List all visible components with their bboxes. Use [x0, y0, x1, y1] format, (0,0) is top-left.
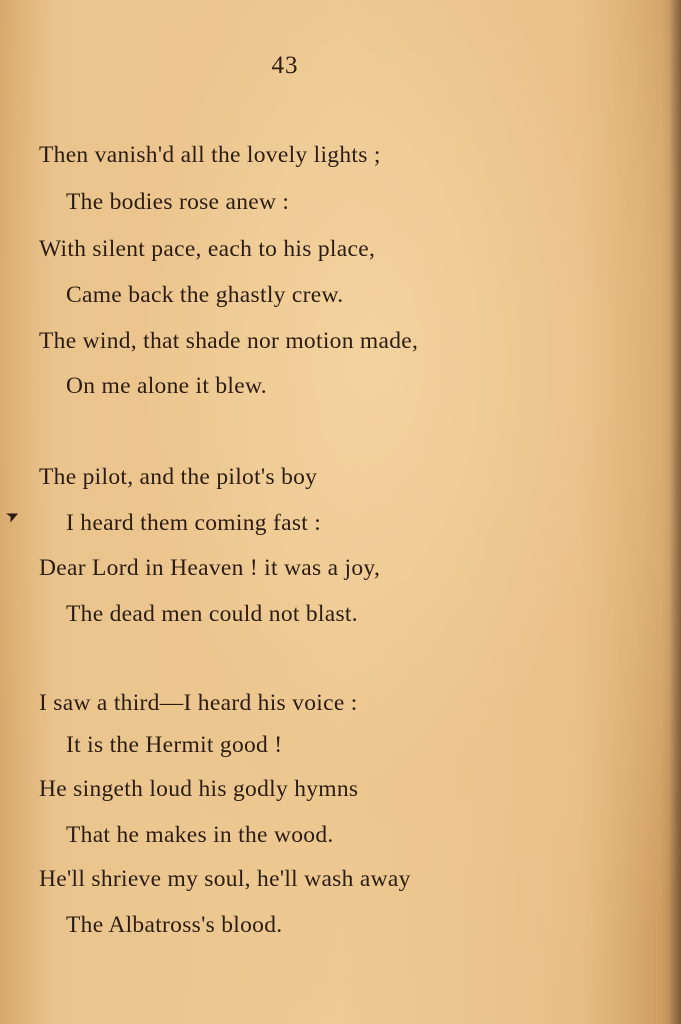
poem-line: The dead men could not blast. [66, 601, 358, 627]
poem-line: Dear Lord in Heaven ! it was a joy, [39, 555, 381, 581]
poem-line: He singeth loud his godly hymns [39, 776, 359, 802]
page-number: 43 [271, 52, 299, 79]
poem-line: On me alone it blew. [66, 373, 267, 399]
poem-line: The pilot, and the pilot's boy [39, 464, 318, 490]
poem-line: He'll shrieve my soul, he'll wash away [39, 866, 411, 892]
poem-line: With silent pace, each to his place, [39, 236, 376, 262]
poem-line: Then vanish'd all the lovely lights ; [39, 142, 381, 168]
poem-line: The bodies rose anew : [66, 189, 290, 215]
poem-line: I saw a third—I heard his voice : [39, 690, 358, 716]
poem-line: I heard them coming fast : [66, 510, 322, 536]
poem-line: Came back the ghastly crew. [66, 282, 344, 308]
margin-mark-icon: ➤ [3, 505, 23, 527]
poem-line: The Albatross's blood. [66, 912, 283, 938]
poem-line: It is the Hermit good ! [66, 732, 283, 758]
poem-line: That he makes in the wood. [66, 822, 334, 848]
page-edge-shadow [669, 0, 681, 1024]
poem-line: The wind, that shade nor motion made, [39, 328, 419, 354]
